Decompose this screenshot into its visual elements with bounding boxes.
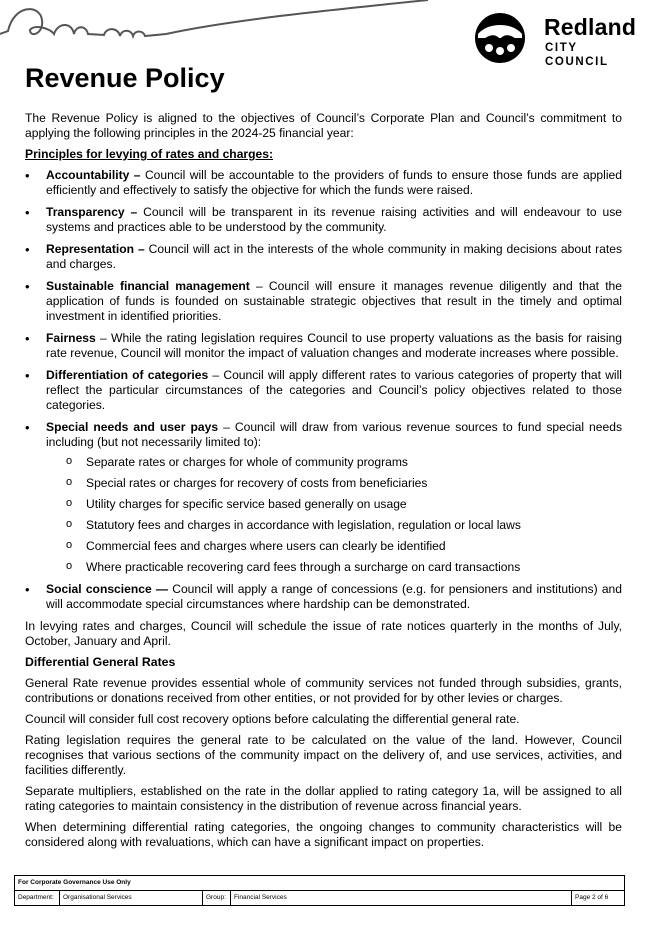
footer-department-value: Organisational Services [59,891,202,905]
differential-rates-heading: Differential General Rates [25,655,176,669]
sub-list-item: o Commercial fees and charges where users can clearly be identified [46,539,622,554]
principle-term: Special needs and user pays [46,420,219,434]
principle-text: Council will apply a range of concessions (e.g. for pensioners and institutions) and will accommodate special circumstances where hardship can be demonstrated. [46,582,622,611]
principle-text: – While the rating legislation requires Council to use property valuations as the basis for raising rate revenue, Council will monitor the impact of valuation changes and moderate increases where possible. [46,331,622,360]
levying-paragraph: In levying rates and charges, Council will schedule the issue of rate notices quarterly in the months of July, October, January and April. [25,619,622,648]
differential-paragraph: When determining differential rating categories, the ongoing changes to community characteristics will be considered along with revaluations, which can have a significant impact on properties. [25,820,622,849]
principle-term: Representation – [46,242,145,256]
sub-list-item: o Separate rates or charges for whole of community programs [46,455,622,470]
principle-representation [25,242,622,272]
principles-heading: Principles for levying of rates and charges: [25,147,273,161]
principle-fairness [25,331,622,361]
decorative-wave-line [0,0,430,48]
page-title: Revenue Policy [25,63,225,93]
differential-paragraph: Rating legislation requires the general rate to be calculated on the value of the land. However, Council recognises that various sections of the community impact on the delivery of, and use services, activities, and facilities differently. [25,733,622,777]
principle-term: Sustainable financial management [46,279,250,293]
sub-list-item: o Statutory fees and charges in accordance with legislation, regulation or local laws [46,518,622,533]
principle-sustainable-financial-management [25,279,622,324]
principle-social-conscience [25,582,622,612]
principle-text: Council will act in the interests of the whole community in making decisions about rates and charges. [46,242,622,271]
sub-list-item: o Special rates or charges for recovery of costs from beneficiaries [46,476,622,491]
footer-use-label: For Corporate Governance Use Only [18,879,131,886]
principle-transparency [25,205,622,235]
principle-term: Social conscience — [46,582,169,596]
intro-paragraph: The Revenue Policy is aligned to the objectives of Council’s Corporate Plan and Council’s commitment to applying the following principles in the 2024-25 financial year: [25,111,622,140]
policy-body [25,111,622,856]
footer-page-number: Page 2 of 6 [571,891,624,905]
footer-row-details [15,890,624,905]
differential-paragraph: Separate multipliers, established on the rate in the dollar applied to rating category 1a, will be assigned to all rating categories to maintain consistency in the distribution of revenue across financial years. [25,784,622,813]
sub-list-item: o Utility charges for specific service based generally on usage [46,497,622,512]
principle-term: Differentiation of categories [46,368,209,382]
logo-subtitle: CITY COUNCIL [545,42,609,68]
footer-group-value: Financial Services [230,891,571,905]
principle-term: Transparency – [46,205,138,219]
document-footer-table [14,875,625,906]
footer-group-label: Group: [202,891,230,905]
logo-name: Redland [544,14,637,40]
principle-text: – Council will draw from various revenue sources to fund special needs including (but not necessarily limited to): [46,420,622,449]
principle-text: Council will be accountable to the providers of funds to ensure those funds are applied efficiently and effectively to satisfy the objective for which the funds were raised. [46,168,622,197]
principles-list [25,168,622,612]
principle-term: Fairness [46,331,96,345]
principle-term: Accountability – [46,168,141,182]
principle-text: Council will be transparent in its revenue raising activities and will endeavour to use systems and practices able to be understood by the community. [46,205,622,234]
principle-accountability [25,168,622,198]
differential-paragraph: Council will consider full cost recovery options before calculating the differential general rate. [25,712,520,726]
sub-list-item: o Where practicable recovering card fees through a surcharge on card transactions [46,560,622,575]
principle-special-needs [25,420,622,575]
principle-differentiation [25,368,622,413]
differential-paragraph: General Rate revenue provides essential whole of community services not funded through subsidies, grants, contributions or donations received from other entities, or not provided for by other levies or charges. [25,676,622,705]
footer-row-use [15,876,624,890]
redland-city-council-logo [474,12,642,68]
principle-text: – Council will apply different rates to various categories of property that will reflect the particular circumstances of the categories and Council’s policy objectives related to those categories. [46,368,622,412]
principle-text: – Council will ensure it manages revenue diligently and that the application of funds is founded on sustainable strategic objectives that result in the timely and optimal investment in identified priorities. [46,279,623,323]
council-emblem-icon [474,12,526,64]
special-needs-sublist [46,455,622,575]
footer-department-label: Department: [18,894,54,901]
